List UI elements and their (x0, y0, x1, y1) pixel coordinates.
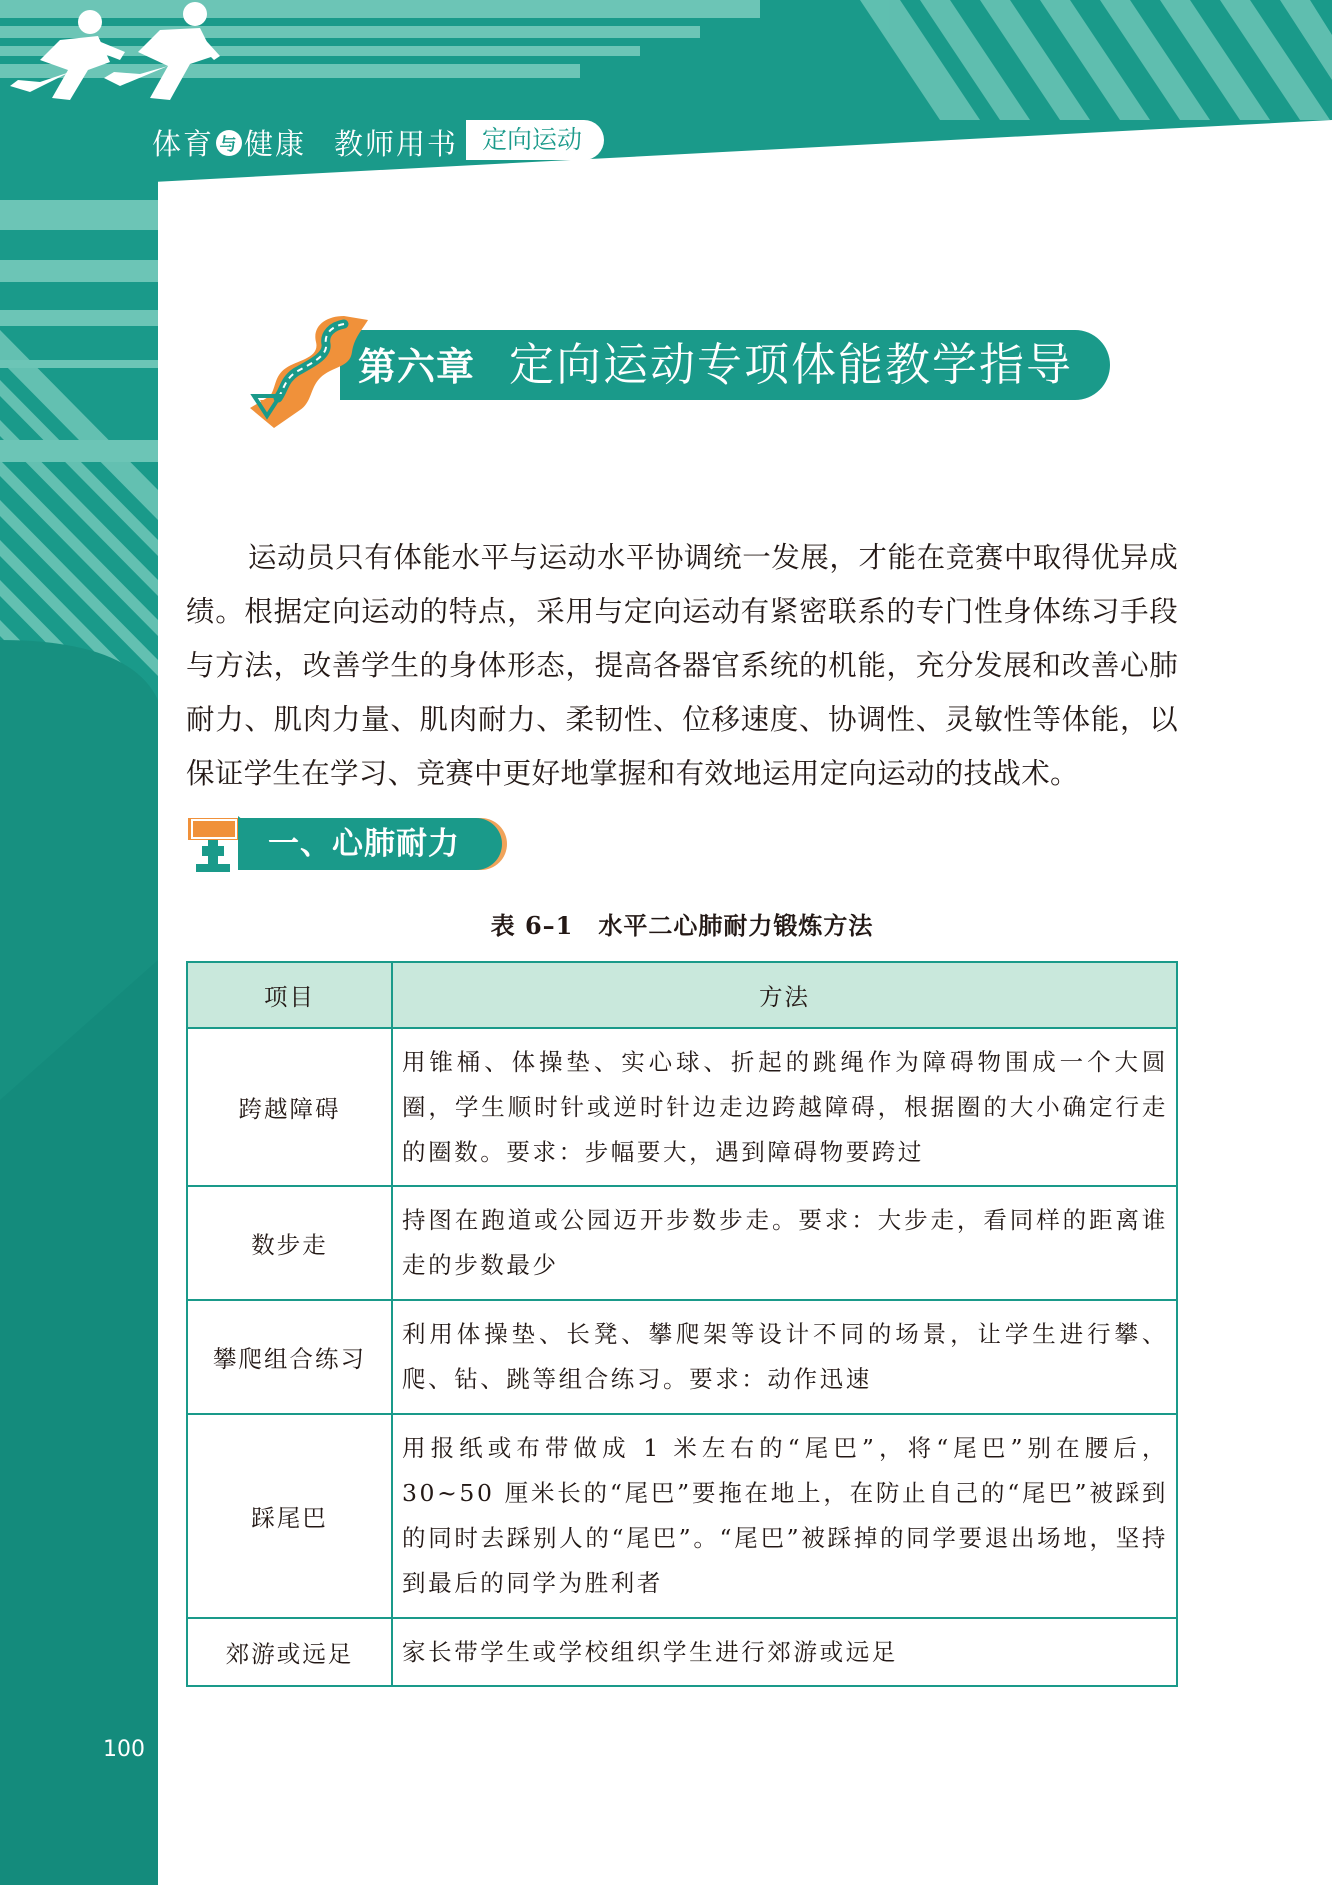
table-caption: 表 6–1 水平二心肺耐力锻炼方法 (490, 911, 874, 940)
table-row (187, 1414, 1177, 1618)
page-number: 100 (103, 1737, 145, 1762)
signpost-icon (186, 808, 256, 878)
header-method: 方法 (392, 962, 1177, 1028)
section-heading (186, 808, 526, 878)
row-method: 利用体操垫、长凳、攀爬架等设计不同的场景，让学生进行攀、爬、钻、跳等组合练习。要求：动作迅速 (392, 1300, 1177, 1414)
row-item: 攀爬组合练习 (187, 1300, 392, 1414)
row-item: 踩尾巴 (187, 1414, 392, 1618)
method-table (186, 961, 1178, 1687)
table-row (187, 1186, 1177, 1300)
table-row (187, 1300, 1177, 1414)
row-item: 郊游或远足 (187, 1618, 392, 1686)
series-part2: 健康 (244, 127, 307, 161)
series-title (152, 122, 458, 163)
table-header-row (187, 962, 1177, 1028)
series-part1: 体育 (152, 127, 215, 161)
row-item: 数步走 (187, 1186, 392, 1300)
book-type: 教师用书 (334, 127, 459, 161)
table-row (187, 1028, 1177, 1186)
header-item: 项目 (187, 962, 392, 1028)
chapter-title-text: 定向运动专项体能教学指导 (509, 338, 1074, 391)
row-method: 用锥桶、体操垫、实心球、折起的跳绳作为障碍物围成一个大圆圈，学生顺时针或逆时针边走边跨越障碍，根据圈的大小确定行走的圈数。要求：步幅要大，遇到障碍物要跨过 (392, 1028, 1177, 1186)
table-row (187, 1618, 1177, 1686)
series-logo-icon: 与 (216, 130, 242, 156)
row-item: 跨越障碍 (187, 1028, 392, 1186)
row-method: 持图在跑道或公园迈开步数步走。要求：大步走，看同样的距离谁走的步数最少 (392, 1186, 1177, 1300)
chapter-title (358, 330, 1073, 400)
intro-paragraph: 运动员只有体能水平与运动水平协调统一发展，才能在竞赛中取得优异成绩。根据定向运动的特点，采用与定向运动有紧密联系的专门性身体练习手段与方法，改善学生的身体形态，提高各器官系统的机能，充分发展和改善心肺耐力、肌肉力量、肌肉耐力、柔韧性、位移速度、协调性、灵敏性等体能，以保证学生在学习、竞赛中更好地掌握和有效地运用定向运动的技战术。 (186, 540, 1178, 790)
winding-road-icon (240, 312, 370, 432)
subject-badge: 定向运动 (466, 120, 604, 160)
left-sidebar (0, 0, 158, 1885)
section-title: 一、心肺耐力 (268, 826, 460, 862)
row-method: 家长带学生或学校组织学生进行郊游或远足 (392, 1618, 1177, 1686)
chapter-number: 第六章 (358, 345, 476, 389)
chapter-heading (240, 312, 1130, 432)
header-band (0, 0, 1332, 190)
runner-silhouettes (0, 0, 220, 130)
row-method: 用报纸或布带做成 1 米左右的“尾巴”，将“尾巴”别在腰后，30~50 厘米长的“尾巴”要拖在地上，在防止自己的“尾巴”被踩到的同时去踩别人的“尾巴”。“尾巴”被踩掉的同学要退出场地，坚持到最后的同学为胜利者 (392, 1414, 1177, 1618)
sidebar-decoration (0, 0, 158, 1885)
